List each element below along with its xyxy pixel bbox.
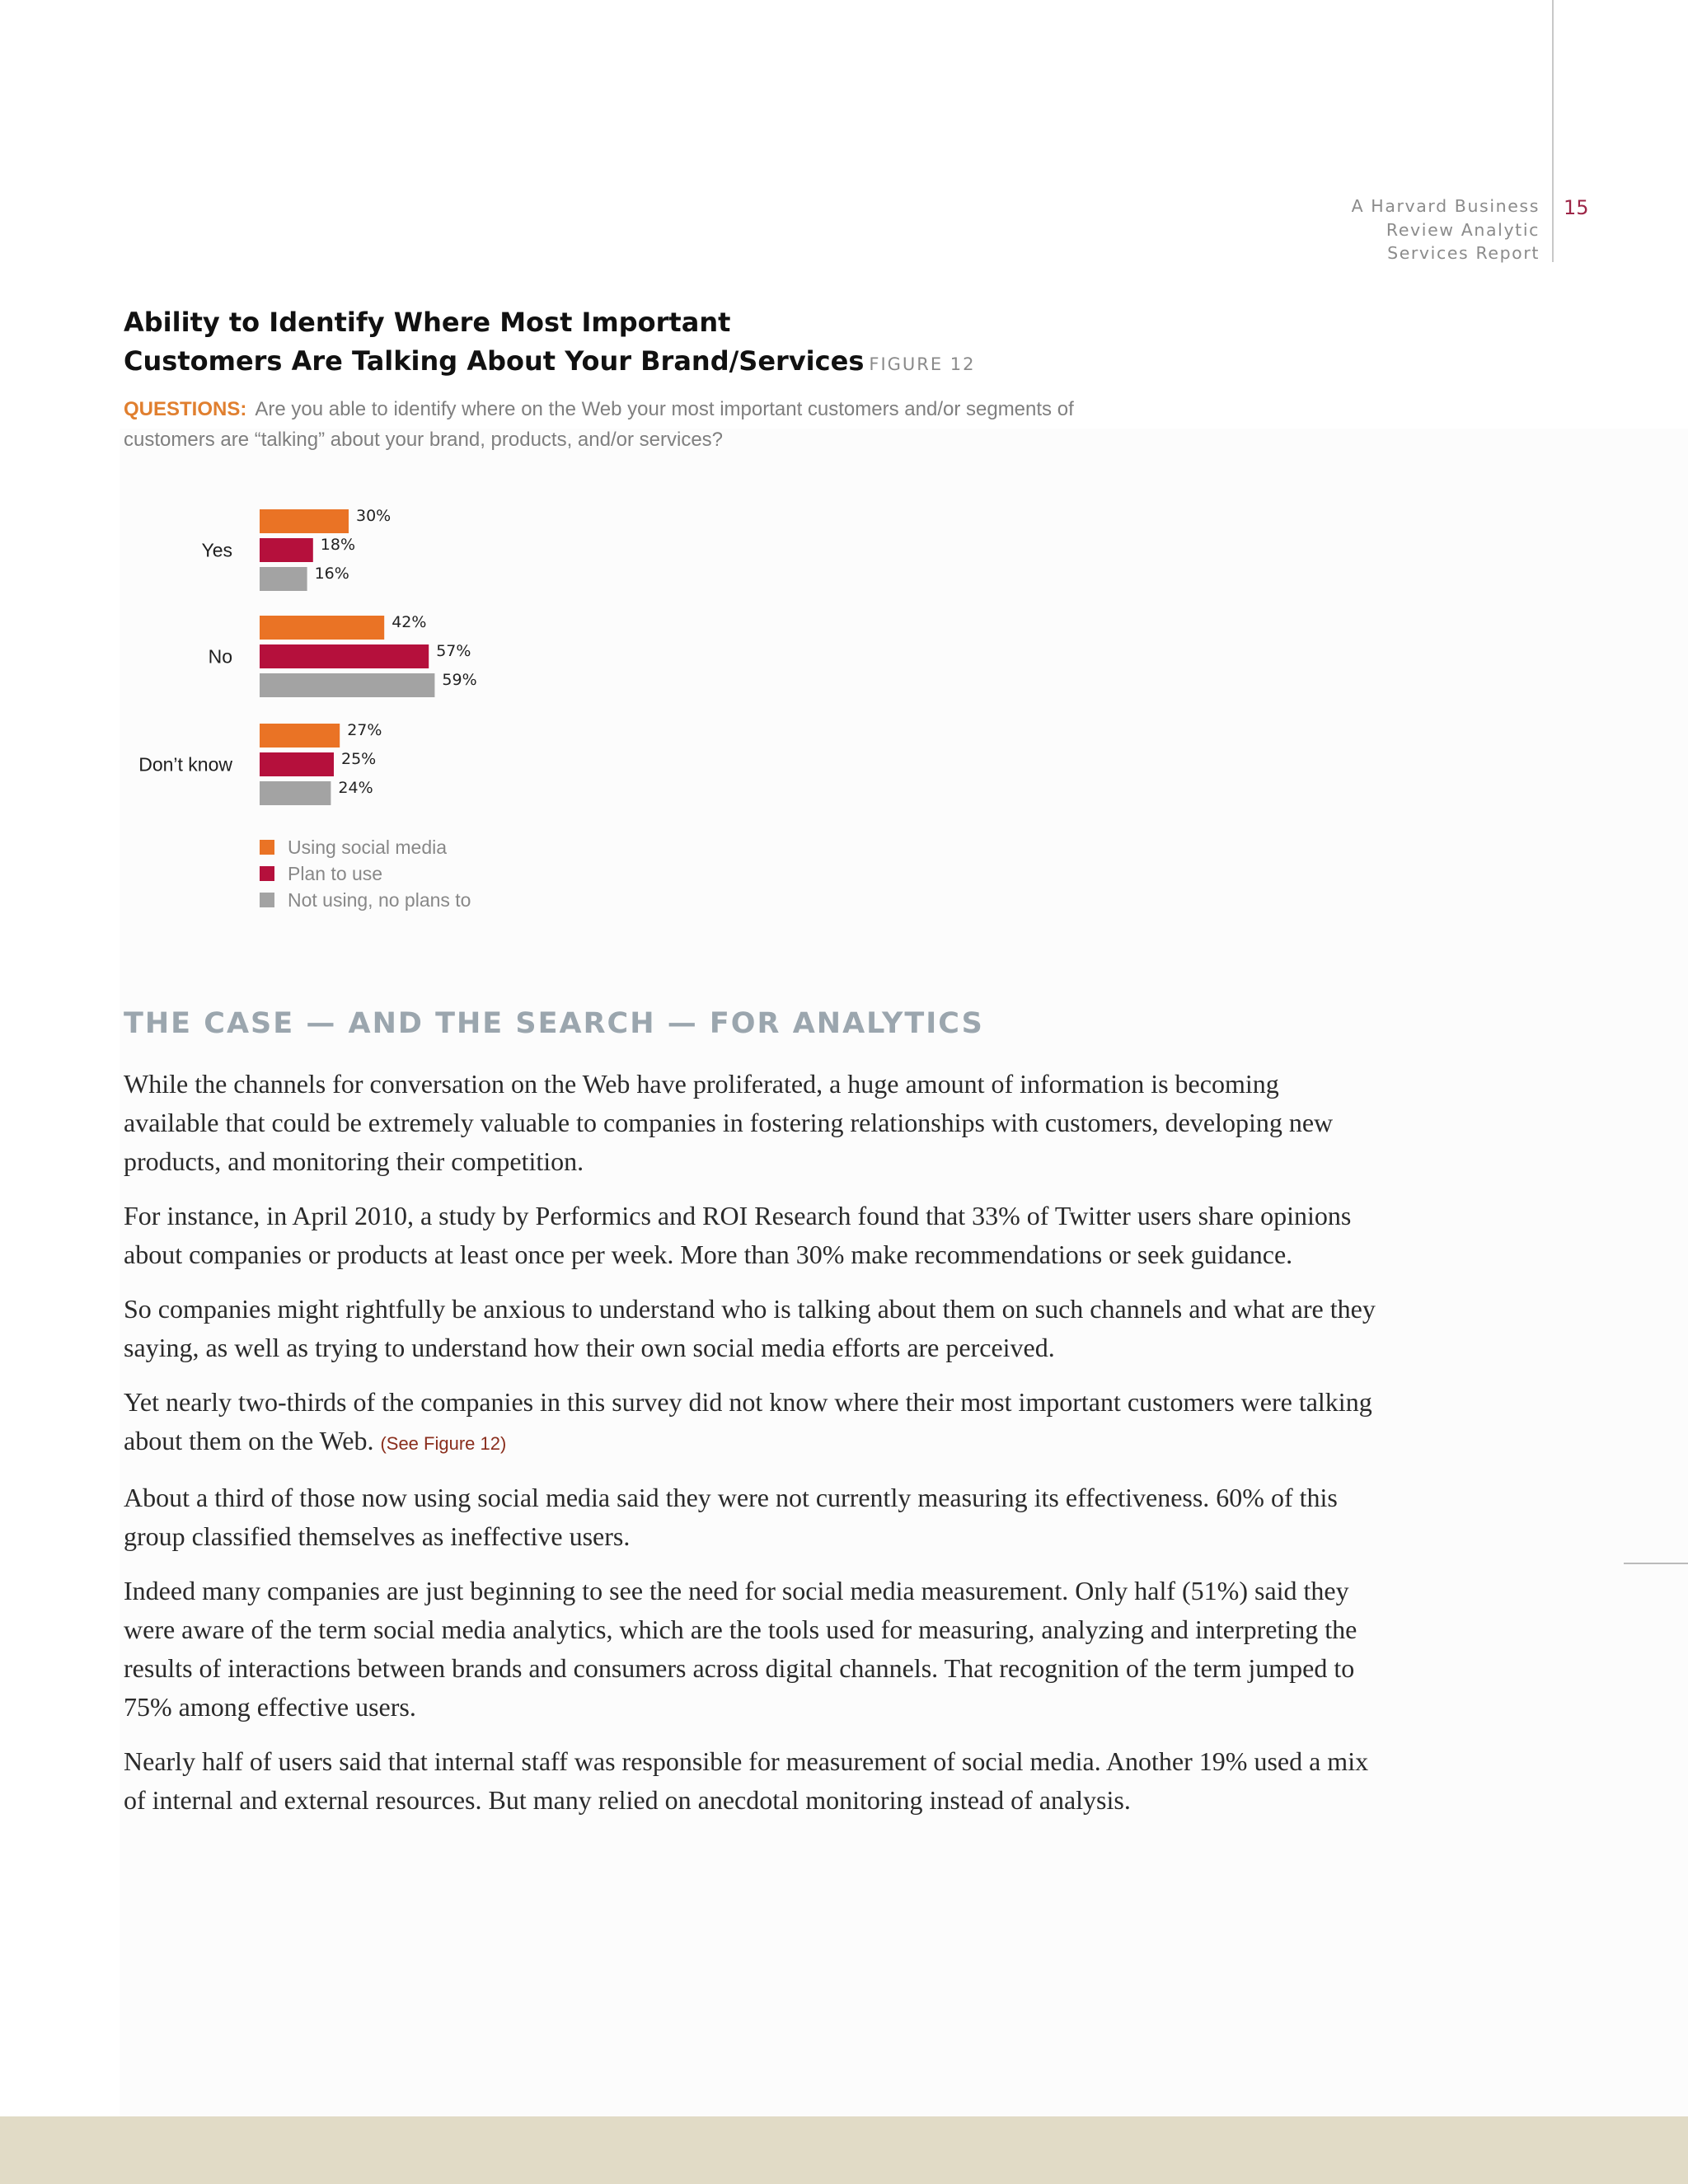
footer-band — [0, 2116, 1688, 2184]
section-heading: THE CASE — AND THE SEARCH — FOR ANALYTICS — [124, 1007, 984, 1040]
bar — [260, 538, 313, 562]
legend-label: Not using, no plans to — [288, 889, 471, 911]
bar — [260, 616, 384, 640]
data-label: 27% — [347, 721, 382, 739]
category-label: Yes — [201, 539, 232, 561]
legend-label: Using social media — [288, 837, 448, 858]
paragraph: About a third of those now using social media said they were not currently measuring its effectiveness. 60% of this group classified themselves as ineffective users. — [124, 1483, 1338, 1551]
bar — [260, 752, 334, 776]
paragraph: While the channels for conversation on the Web have proliferated, a huge amount of information is becoming available that could be extremely valuable to companies in fostering relationships with customers, developing new products, and monitoring their competition. — [124, 1069, 1334, 1176]
category-label: No — [208, 645, 232, 668]
paragraph: So companies might rightfully be anxious to understand who is talking about them on such channels and what are they saying, as well as trying to understand how their own social media efforts are perceived. — [124, 1294, 1376, 1362]
running-head-line: A Harvard Business — [1351, 196, 1540, 216]
running-head-line: Review Analytic — [1386, 219, 1540, 240]
bar — [260, 509, 349, 533]
page-number: 15 — [1564, 196, 1589, 219]
data-label: 18% — [320, 536, 356, 554]
margin-rule — [1624, 1563, 1688, 1564]
bar — [260, 567, 307, 591]
paragraph: Indeed many companies are just beginning to see the need for social media measurement. Only half (51%) said they were aware of the term social media analytics, which are the tools used for measuring, analyzing and interpreting the results of interactions between brands and consumers across digital channels. That recognition of the term jumped to 75% among effective users. — [124, 1576, 1357, 1722]
paragraph — [124, 1383, 1376, 1463]
questions-label: QUESTIONS: — [124, 398, 247, 420]
data-label: 57% — [436, 642, 471, 660]
figure-title-line-1: Ability to Identify Where Most Important — [124, 307, 731, 338]
paragraph: Nearly half of users said that internal staff was responsible for measurement of social media. Another 19% used a mix of internal and external resources. But many relied on anecdotal monitoring instead of analysis. — [124, 1746, 1369, 1815]
data-label: 59% — [442, 671, 477, 689]
data-label: 24% — [338, 779, 373, 797]
article-body — [124, 1065, 1376, 1835]
data-label: 42% — [392, 613, 427, 631]
data-label: 16% — [314, 565, 349, 583]
bar — [260, 644, 429, 668]
questions-text: Are you able to identify where on the Web your most important customers and/or segments of customers are “talking” about your brand, products, and/or services? — [124, 398, 1074, 451]
legend-swatch — [260, 866, 274, 881]
figure-title-line-2-text: Customers Are Talking About Your Brand/Services — [124, 345, 865, 377]
bar-chart — [0, 0, 1688, 948]
figure-label: FIGURE 12 — [869, 354, 976, 374]
bar — [260, 673, 434, 697]
legend-swatch — [260, 840, 274, 855]
bar — [260, 724, 340, 748]
data-label: 25% — [341, 750, 377, 768]
paragraph: For instance, in April 2010, a study by Performics and ROI Research found that 33% of Twitter users share opinions about companies or products at least once per week. More than 30% make recommendations or seek guidance. — [124, 1201, 1352, 1269]
paragraph-text: Yet nearly two-thirds of the companies in this survey did not know where their most important customers were talking about them on the Web. — [124, 1387, 1372, 1455]
figure-12-link[interactable]: (See Figure 12) — [380, 1433, 507, 1454]
legend-swatch — [260, 893, 274, 907]
running-head-line: Services Report — [1387, 243, 1540, 263]
bar — [260, 781, 331, 805]
data-label: 30% — [356, 507, 392, 525]
legend-label: Plan to use — [288, 863, 383, 884]
category-label: Don’t know — [138, 753, 232, 776]
